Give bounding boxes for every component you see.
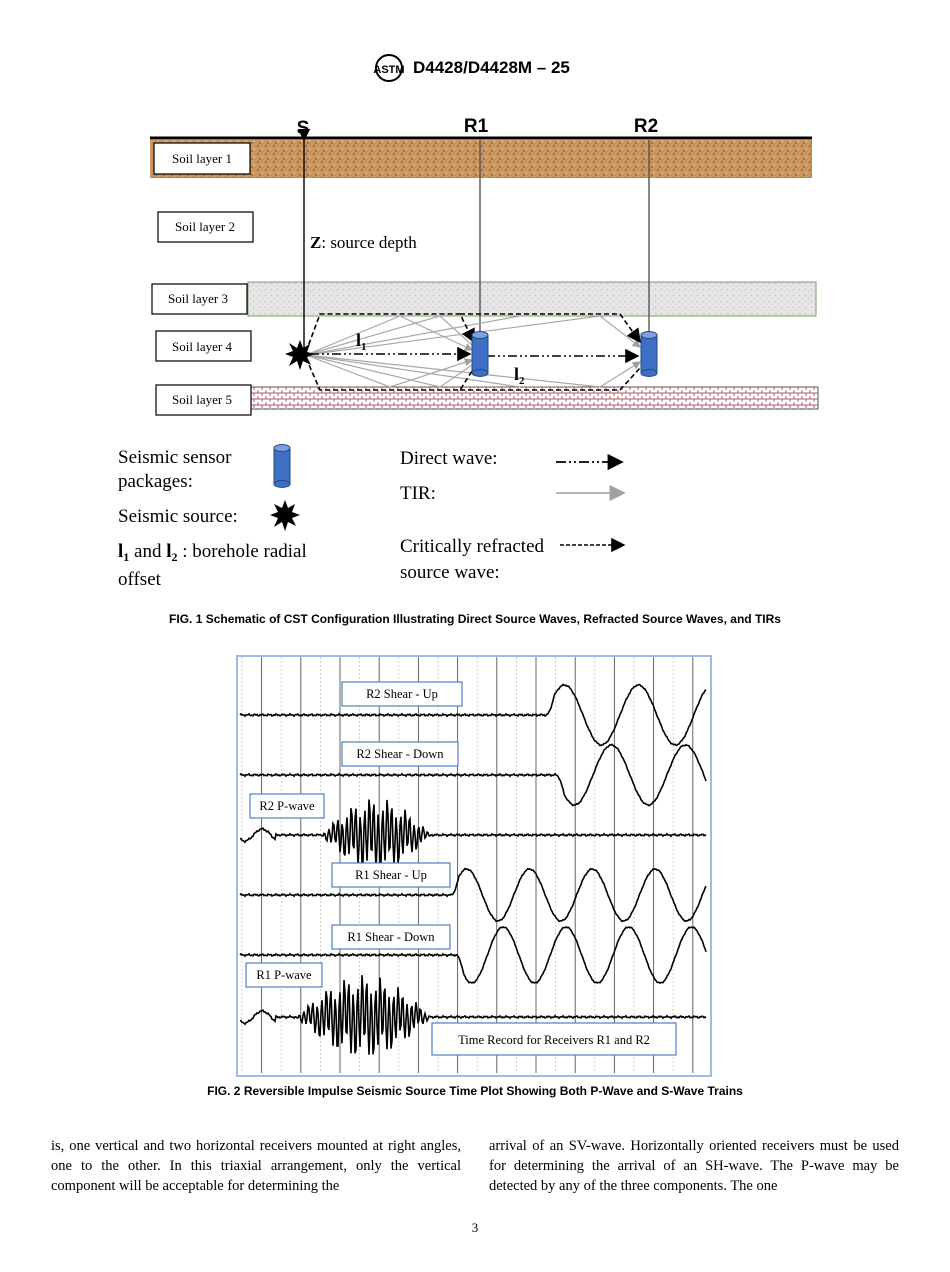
svg-text:Soil layer 1: Soil layer 1 [172, 151, 232, 166]
plot-title-box [432, 1023, 676, 1055]
body-text-right-column [489, 1136, 899, 1196]
svg-text:Soil layer 2: Soil layer 2 [175, 219, 235, 234]
svg-text:R2 Shear - Down: R2 Shear - Down [356, 747, 444, 761]
trace-label-r2-p-wave [250, 794, 324, 818]
sensor-r1-icon [472, 332, 488, 377]
trace-label-r2-shear-up [342, 682, 462, 706]
figure-1-schematic [0, 110, 950, 600]
document-designation: D4428/D4428M – 25 [413, 58, 570, 77]
label-s: S [296, 118, 310, 139]
label-r1: R1 [463, 116, 489, 137]
legend-refracted-label-2: source wave: [400, 562, 500, 583]
source-depth-label: Z: source depth [310, 233, 417, 252]
page-header [0, 52, 950, 86]
legend-offset-label: $l_1$ and $l_2$ : borehole radial [118, 541, 307, 564]
layer-label-1 [154, 143, 250, 174]
soil-layer-3-band [248, 282, 816, 316]
figure-2-time-plot [236, 655, 712, 1077]
legend-sensor-label: Seismic sensor [118, 447, 232, 468]
page-number: 3 [471, 1220, 479, 1235]
legend-direct-label: Direct wave: [400, 448, 498, 469]
trace-label-r1-shear-up [332, 863, 450, 887]
figure-2-caption: FIG. 2 Reversible Impulse Seismic Source Time Plot Showing Both P-Wave and S-Wave Trains [207, 1084, 743, 1098]
label-r2: R2 [633, 116, 659, 137]
svg-text:Soil layer 3: Soil layer 3 [168, 291, 228, 306]
svg-text:R2 P-wave: R2 P-wave [259, 799, 315, 813]
legend-sensor-icon [274, 445, 290, 488]
figure-1-legend [118, 445, 624, 591]
astm-logo-text: ASTM [373, 64, 405, 76]
layer-label-4 [156, 331, 251, 361]
svg-text:R1 Shear - Up: R1 Shear - Up [355, 868, 427, 882]
sensor-r2-icon [641, 332, 657, 377]
trace-label-r2-shear-down [342, 742, 458, 766]
legend-refracted-label: Critically refracted [400, 536, 545, 557]
svg-text:R1 P-wave: R1 P-wave [256, 968, 312, 982]
figure-1-caption: FIG. 1 Schematic of CST Configuration Illustrating Direct Source Waves, Refracted Source Waves, and TIRs [169, 612, 781, 626]
legend-tir-label: TIR: [400, 483, 436, 504]
offset-l2-label: $l_2$ [514, 364, 525, 387]
svg-text:R1 Shear - Down: R1 Shear - Down [347, 930, 435, 944]
svg-text:Time Record for Receivers R1 a: Time Record for Receivers R1 and R2 [458, 1033, 650, 1047]
layer-label-3 [152, 284, 247, 314]
body-text-left-column [51, 1136, 461, 1196]
offset-l1-label: $l_1$ [356, 330, 367, 353]
svg-text:R2 Shear - Up: R2 Shear - Up [366, 687, 438, 701]
astm-logo [371, 52, 409, 84]
legend-offset-label-2: offset [118, 569, 161, 590]
body-paragraph-right: arrival of an SV-wave. Horizontally oriented receivers must be used for determining the arrival of an SH-wave. The P-wave may be detected by any of the three components. The one [489, 1138, 899, 1194]
svg-text:Soil layer 5: Soil layer 5 [172, 392, 232, 407]
legend-sensor-label-2: packages: [118, 471, 193, 492]
layer-label-2 [158, 212, 253, 242]
seismic-source-icon [285, 340, 315, 370]
trace-label-r1-shear-down [332, 925, 450, 949]
svg-text:Soil layer 4: Soil layer 4 [172, 339, 232, 354]
legend-source-icon [270, 500, 300, 531]
layer-label-5 [156, 385, 251, 415]
trace-label-r1-p-wave [246, 963, 322, 987]
legend-source-label: Seismic source: [118, 506, 238, 527]
body-paragraph-left: is, one vertical and two horizontal receivers mounted at right angles, one to the other. In this triaxial arrangement, only the vertical component will be acceptable for determining the [51, 1138, 461, 1194]
